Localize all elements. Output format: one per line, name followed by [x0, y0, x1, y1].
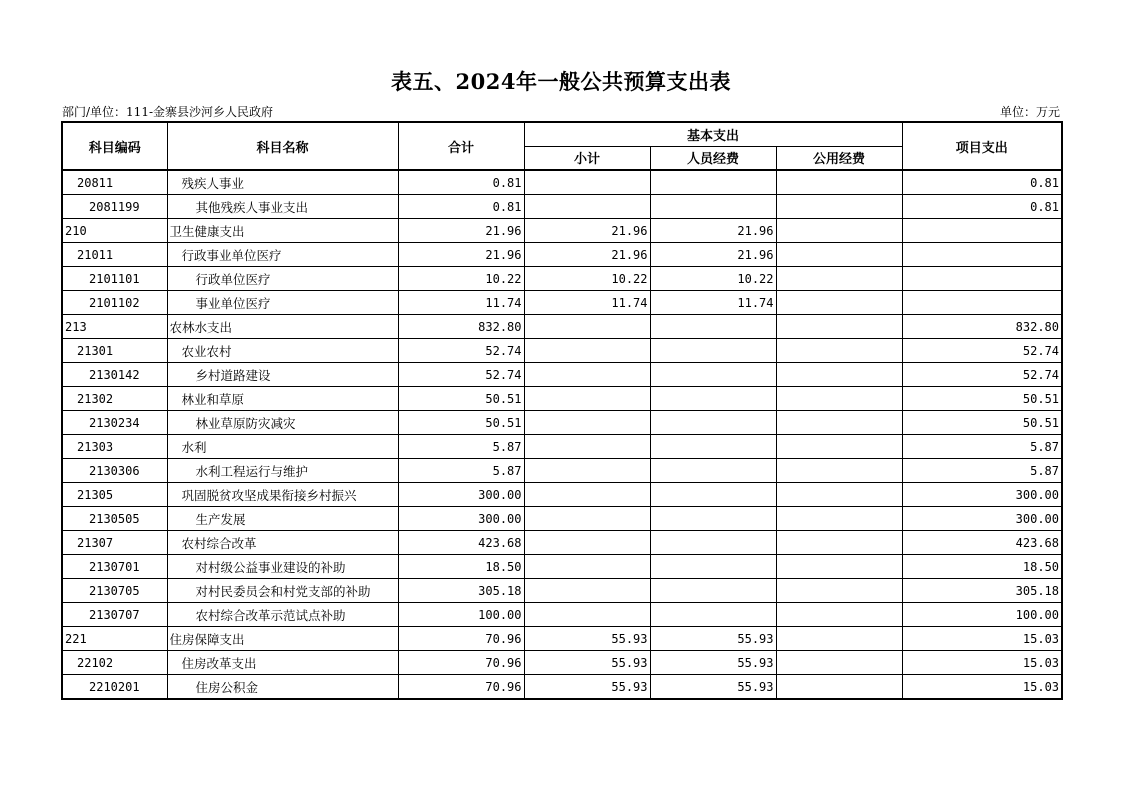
table-row — [62, 363, 1062, 387]
unit-label: 单位：万元 — [999, 105, 1060, 119]
table-row — [62, 507, 1062, 531]
cell-subtotal — [524, 387, 650, 411]
cell-code: 21307 — [62, 531, 167, 555]
cell-project — [902, 267, 1062, 291]
cell-name: 行政单位医疗 — [167, 267, 398, 291]
table-row — [62, 315, 1062, 339]
cell-subtotal — [524, 411, 650, 435]
cell-code: 221 — [62, 627, 167, 651]
table-row — [62, 651, 1062, 675]
cell-personnel — [650, 170, 776, 195]
header-basic: 基本支出 — [524, 122, 902, 146]
cell-project: 100.00 — [902, 603, 1062, 627]
cell-subtotal — [524, 555, 650, 579]
cell-name: 乡村道路建设 — [167, 363, 398, 387]
table-row — [62, 675, 1062, 700]
cell-project: 50.51 — [902, 387, 1062, 411]
cell-personnel — [650, 483, 776, 507]
table-row — [62, 170, 1062, 195]
cell-code: 2130705 — [62, 579, 167, 603]
table-row — [62, 627, 1062, 651]
table-row — [62, 459, 1062, 483]
cell-subtotal — [524, 435, 650, 459]
cell-public — [776, 579, 902, 603]
cell-name: 水利工程运行与维护 — [167, 459, 398, 483]
cell-personnel — [650, 507, 776, 531]
cell-total: 10.22 — [398, 267, 524, 291]
cell-public — [776, 483, 902, 507]
page-title: 表五、2024年一般公共预算支出表 — [391, 69, 731, 94]
cell-public — [776, 603, 902, 627]
cell-subtotal — [524, 507, 650, 531]
cell-subtotal — [524, 483, 650, 507]
cell-personnel: 10.22 — [650, 267, 776, 291]
cell-public — [776, 387, 902, 411]
cell-public — [776, 411, 902, 435]
cell-name: 住房保障支出 — [167, 627, 398, 651]
header-personnel: 人员经费 — [650, 146, 776, 170]
cell-public — [776, 363, 902, 387]
cell-subtotal — [524, 170, 650, 195]
cell-subtotal: 21.96 — [524, 243, 650, 267]
cell-name: 巩固脱贫攻坚成果衔接乡村振兴 — [167, 483, 398, 507]
cell-personnel — [650, 555, 776, 579]
cell-code: 210 — [62, 219, 167, 243]
cell-public — [776, 219, 902, 243]
cell-code: 2130142 — [62, 363, 167, 387]
header-project: 项目支出 — [902, 122, 1062, 170]
cell-name: 农林水支出 — [167, 315, 398, 339]
cell-project: 0.81 — [902, 170, 1062, 195]
cell-total: 50.51 — [398, 411, 524, 435]
cell-personnel — [650, 387, 776, 411]
cell-total: 11.74 — [398, 291, 524, 315]
cell-personnel — [650, 579, 776, 603]
cell-total: 5.87 — [398, 459, 524, 483]
cell-code: 2130234 — [62, 411, 167, 435]
cell-public — [776, 459, 902, 483]
cell-total: 832.80 — [398, 315, 524, 339]
cell-public — [776, 675, 902, 700]
cell-code: 2130505 — [62, 507, 167, 531]
cell-personnel: 55.93 — [650, 675, 776, 700]
cell-total: 21.96 — [398, 243, 524, 267]
table-header — [62, 122, 1062, 170]
cell-subtotal: 21.96 — [524, 219, 650, 243]
cell-total: 52.74 — [398, 339, 524, 363]
cell-name: 水利 — [167, 435, 398, 459]
cell-subtotal: 11.74 — [524, 291, 650, 315]
cell-personnel: 55.93 — [650, 651, 776, 675]
cell-code: 2130701 — [62, 555, 167, 579]
cell-code: 20811 — [62, 170, 167, 195]
cell-project: 52.74 — [902, 339, 1062, 363]
cell-public — [776, 555, 902, 579]
cell-public — [776, 291, 902, 315]
cell-total: 70.96 — [398, 675, 524, 700]
cell-project: 50.51 — [902, 411, 1062, 435]
cell-code: 2210201 — [62, 675, 167, 700]
cell-personnel: 11.74 — [650, 291, 776, 315]
cell-code: 2130707 — [62, 603, 167, 627]
cell-code: 2130306 — [62, 459, 167, 483]
cell-code: 21303 — [62, 435, 167, 459]
cell-project: 15.03 — [902, 627, 1062, 651]
cell-name: 对村级公益事业建设的补助 — [167, 555, 398, 579]
cell-total: 0.81 — [398, 170, 524, 195]
header-name: 科目名称 — [167, 122, 398, 170]
cell-name: 住房改革支出 — [167, 651, 398, 675]
cell-code: 21301 — [62, 339, 167, 363]
cell-name: 农村综合改革示范试点补助 — [167, 603, 398, 627]
cell-personnel — [650, 603, 776, 627]
cell-total: 18.50 — [398, 555, 524, 579]
cell-personnel — [650, 363, 776, 387]
cell-project: 0.81 — [902, 195, 1062, 219]
cell-total: 52.74 — [398, 363, 524, 387]
table-row — [62, 435, 1062, 459]
header-public: 公用经费 — [776, 146, 902, 170]
cell-code: 21305 — [62, 483, 167, 507]
cell-personnel: 21.96 — [650, 219, 776, 243]
cell-code: 2081199 — [62, 195, 167, 219]
cell-project: 18.50 — [902, 555, 1062, 579]
cell-code: 22102 — [62, 651, 167, 675]
cell-code: 21011 — [62, 243, 167, 267]
cell-personnel — [650, 315, 776, 339]
cell-name: 行政事业单位医疗 — [167, 243, 398, 267]
cell-name: 林业草原防灾减灾 — [167, 411, 398, 435]
table-row — [62, 531, 1062, 555]
cell-total: 0.81 — [398, 195, 524, 219]
cell-project: 15.03 — [902, 651, 1062, 675]
cell-public — [776, 195, 902, 219]
cell-public — [776, 531, 902, 555]
cell-name: 残疾人事业 — [167, 170, 398, 195]
cell-project — [902, 243, 1062, 267]
cell-subtotal: 10.22 — [524, 267, 650, 291]
cell-personnel — [650, 339, 776, 363]
table-row — [62, 243, 1062, 267]
cell-public — [776, 243, 902, 267]
table-row — [62, 387, 1062, 411]
cell-name: 其他残疾人事业支出 — [167, 195, 398, 219]
cell-name: 事业单位医疗 — [167, 291, 398, 315]
cell-name: 住房公积金 — [167, 675, 398, 700]
cell-project: 832.80 — [902, 315, 1062, 339]
cell-public — [776, 435, 902, 459]
cell-public — [776, 627, 902, 651]
cell-total: 21.96 — [398, 219, 524, 243]
cell-name: 对村民委员会和村党支部的补助 — [167, 579, 398, 603]
cell-name: 生产发展 — [167, 507, 398, 531]
header-code: 科目编码 — [62, 122, 167, 170]
cell-subtotal — [524, 339, 650, 363]
cell-public — [776, 339, 902, 363]
cell-subtotal — [524, 195, 650, 219]
cell-name: 林业和草原 — [167, 387, 398, 411]
cell-total: 423.68 — [398, 531, 524, 555]
cell-project: 15.03 — [902, 675, 1062, 700]
cell-public — [776, 315, 902, 339]
cell-personnel: 55.93 — [650, 627, 776, 651]
cell-public — [776, 507, 902, 531]
cell-total: 100.00 — [398, 603, 524, 627]
cell-subtotal: 55.93 — [524, 651, 650, 675]
cell-project: 423.68 — [902, 531, 1062, 555]
cell-total: 50.51 — [398, 387, 524, 411]
table-row — [62, 291, 1062, 315]
cell-code: 21302 — [62, 387, 167, 411]
cell-subtotal — [524, 579, 650, 603]
budget-table — [61, 121, 1063, 700]
cell-subtotal: 55.93 — [524, 627, 650, 651]
cell-name: 卫生健康支出 — [167, 219, 398, 243]
table-row — [62, 195, 1062, 219]
cell-total: 300.00 — [398, 483, 524, 507]
table-row — [62, 339, 1062, 363]
header-total: 合计 — [398, 122, 524, 170]
cell-subtotal — [524, 363, 650, 387]
cell-project — [902, 291, 1062, 315]
table-row — [62, 219, 1062, 243]
cell-subtotal — [524, 531, 650, 555]
cell-name: 农村综合改革 — [167, 531, 398, 555]
cell-subtotal — [524, 459, 650, 483]
cell-personnel — [650, 195, 776, 219]
table-body — [62, 170, 1062, 699]
cell-personnel — [650, 411, 776, 435]
cell-project — [902, 219, 1062, 243]
cell-subtotal — [524, 315, 650, 339]
header-subtotal: 小计 — [524, 146, 650, 170]
cell-total: 305.18 — [398, 579, 524, 603]
cell-total: 70.96 — [398, 627, 524, 651]
department-label: 部门/单位：111-金寨县沙河乡人民政府 — [62, 105, 274, 119]
cell-code: 213 — [62, 315, 167, 339]
table-row — [62, 267, 1062, 291]
cell-subtotal: 55.93 — [524, 675, 650, 700]
cell-code: 2101101 — [62, 267, 167, 291]
cell-personnel — [650, 459, 776, 483]
cell-subtotal — [524, 603, 650, 627]
cell-public — [776, 170, 902, 195]
cell-total: 5.87 — [398, 435, 524, 459]
table-row — [62, 555, 1062, 579]
cell-code: 2101102 — [62, 291, 167, 315]
cell-public — [776, 267, 902, 291]
cell-personnel: 21.96 — [650, 243, 776, 267]
cell-public — [776, 651, 902, 675]
cell-project: 52.74 — [902, 363, 1062, 387]
cell-project: 5.87 — [902, 435, 1062, 459]
table-row — [62, 579, 1062, 603]
table-row — [62, 411, 1062, 435]
cell-project: 300.00 — [902, 483, 1062, 507]
cell-project: 300.00 — [902, 507, 1062, 531]
cell-personnel — [650, 435, 776, 459]
table-row — [62, 603, 1062, 627]
cell-project: 5.87 — [902, 459, 1062, 483]
cell-total: 300.00 — [398, 507, 524, 531]
cell-name: 农业农村 — [167, 339, 398, 363]
table-row — [62, 483, 1062, 507]
cell-personnel — [650, 531, 776, 555]
cell-project: 305.18 — [902, 579, 1062, 603]
cell-total: 70.96 — [398, 651, 524, 675]
